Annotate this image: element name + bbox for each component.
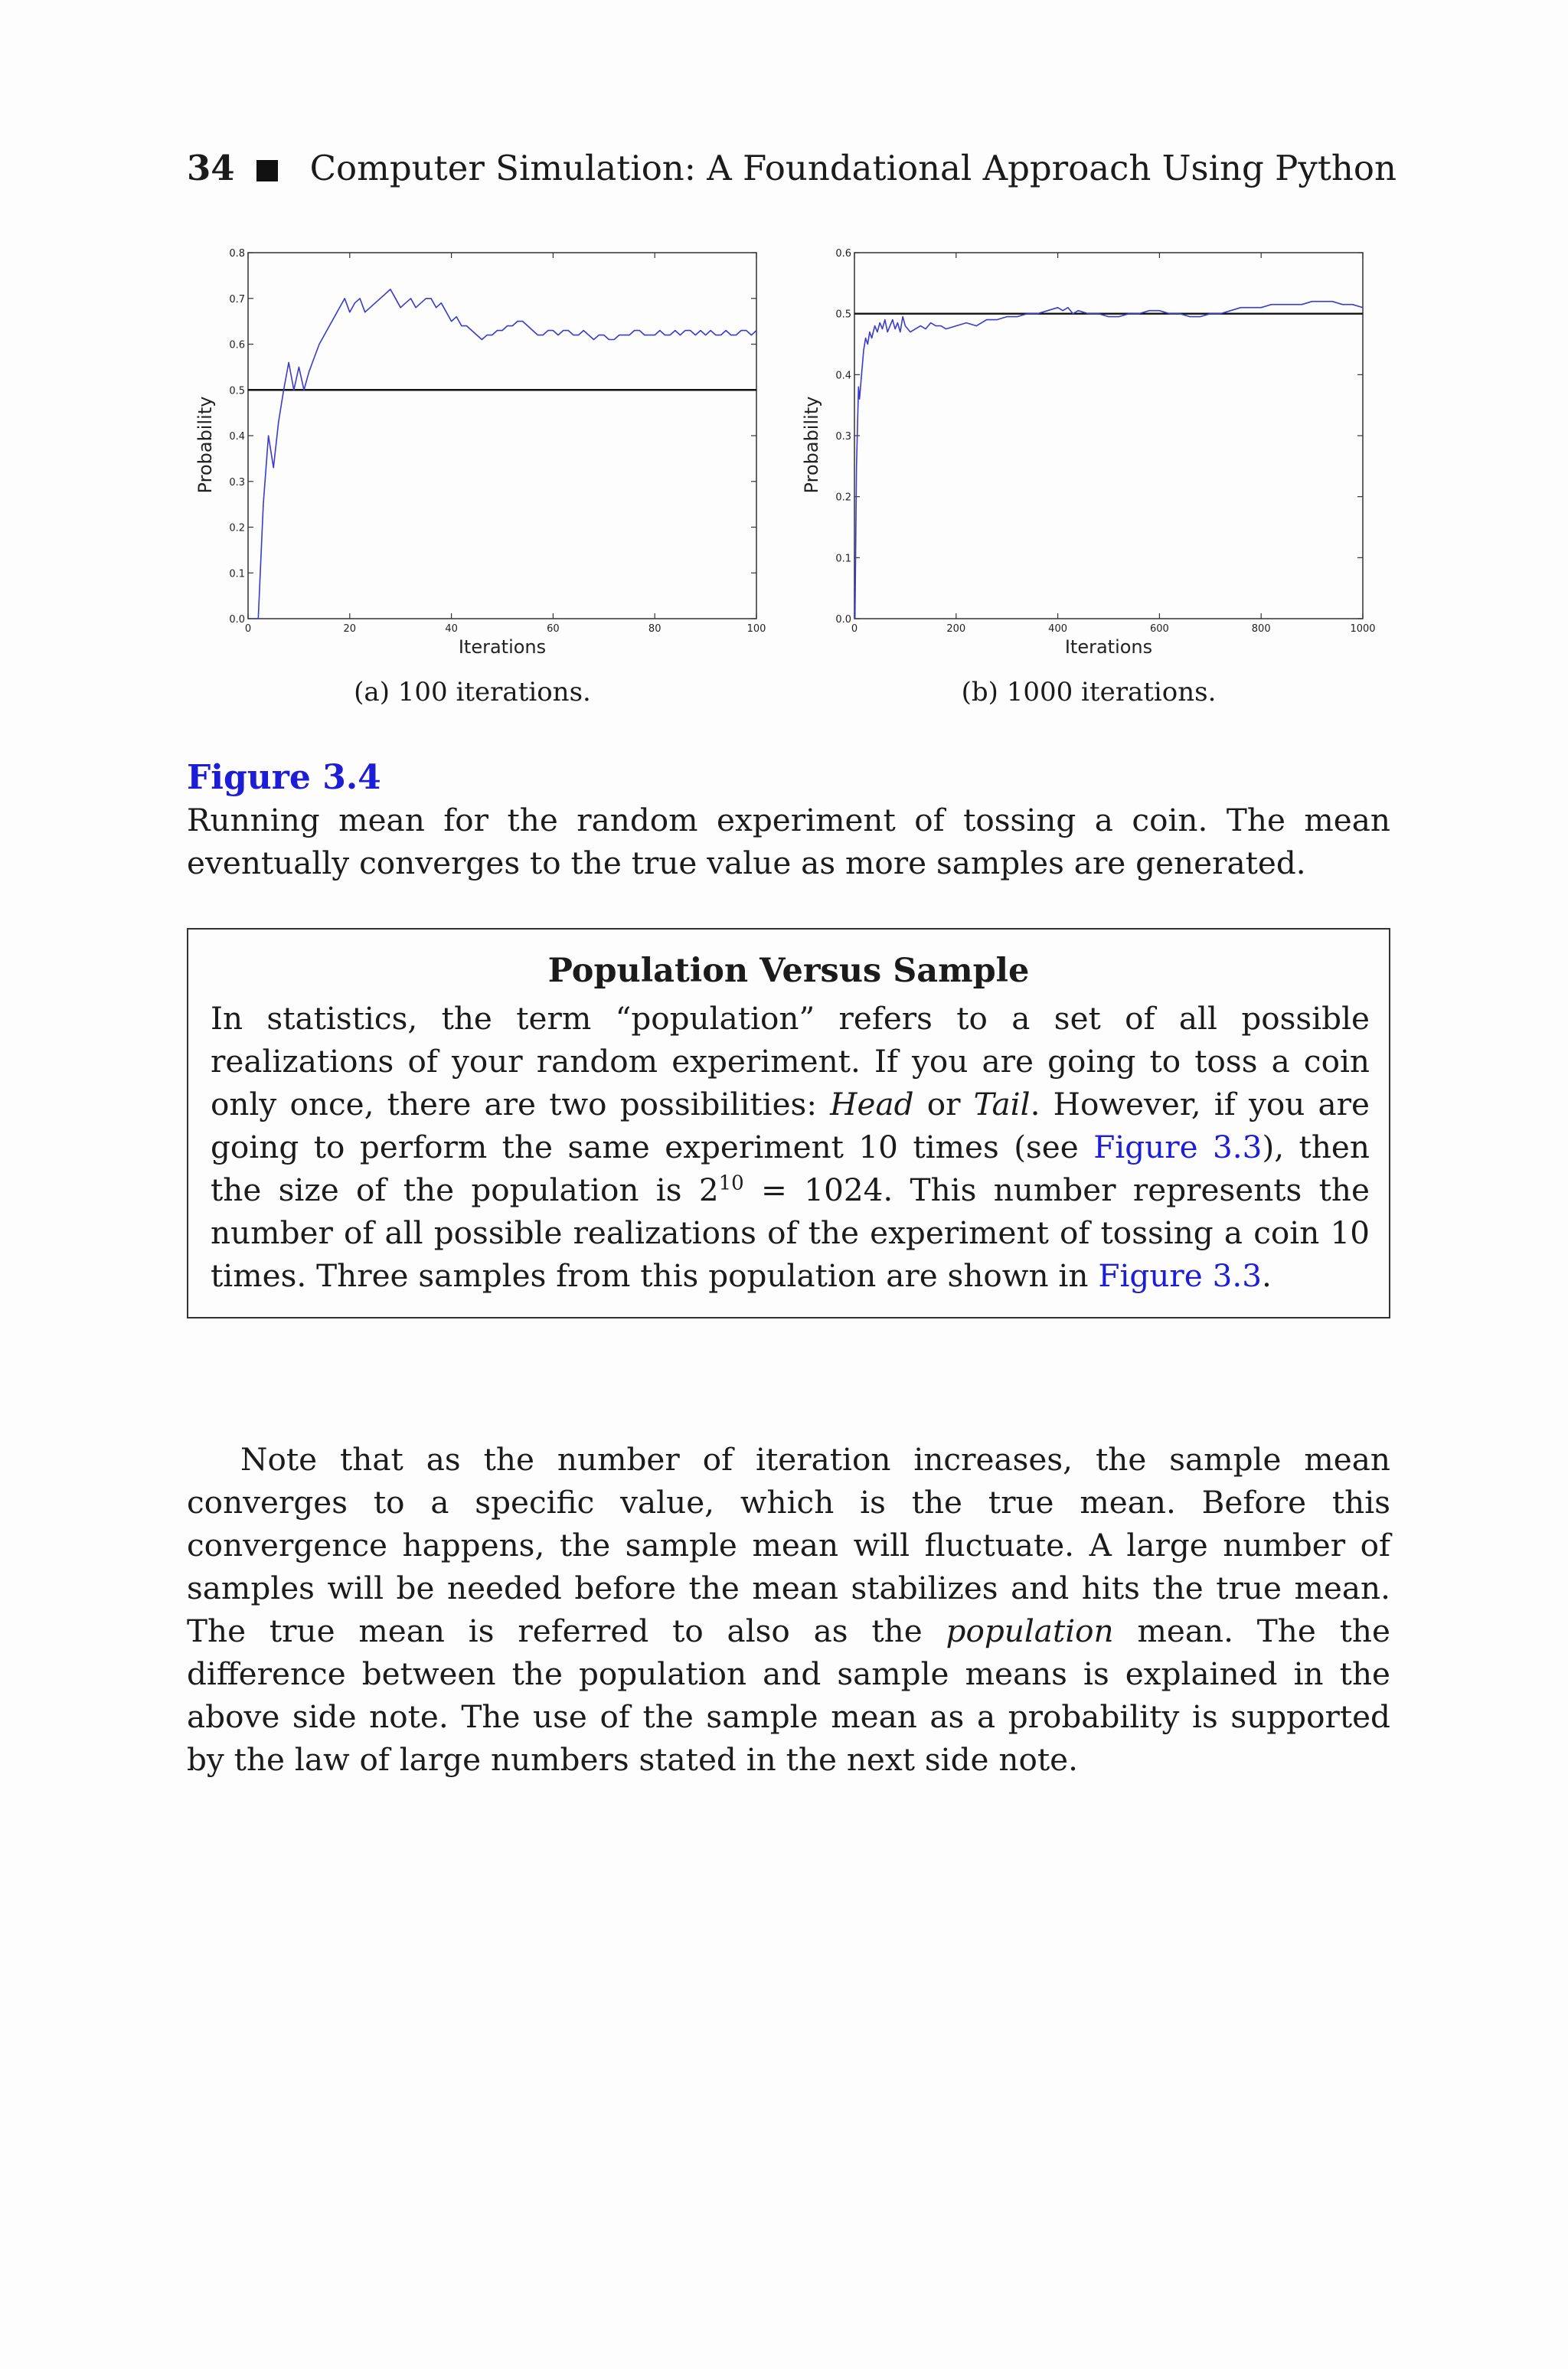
y-tick-label: 0.3: [229, 476, 245, 489]
y-tick-label: 0.1: [835, 553, 851, 565]
square-separator-icon: [256, 160, 278, 181]
y-tick-label: 0.5: [229, 385, 245, 397]
x-tick-label: 60: [547, 623, 560, 635]
chart-running-mean-1000: [790, 237, 1395, 666]
x-tick-label: 0: [851, 623, 858, 635]
x-tick-label: 100: [746, 623, 766, 635]
y-tick-label: 0.4: [835, 370, 851, 382]
x-axis-label: Iterations: [458, 636, 547, 658]
x-tick-label: 600: [1149, 623, 1169, 635]
book-title: Computer Simulation: A Foundational Approach Using Python: [309, 148, 1396, 188]
subcaption-b: (b) 1000 iterations.: [961, 677, 1217, 707]
y-tick-label: 0.3: [835, 431, 851, 443]
figure-caption: Running mean for the random experiment of tossing a coin. The mean eventually converges to the true value as more samples are generated.: [187, 802, 1390, 881]
running-header: [187, 144, 1396, 193]
x-tick-label: 200: [946, 623, 966, 635]
x-tick-label: 80: [648, 623, 662, 635]
sidenote-title: Population Versus Sample: [547, 952, 1030, 990]
y-tick-label: 0.6: [835, 248, 851, 260]
x-tick-label: 40: [445, 623, 458, 635]
sidenote-box: [187, 928, 1390, 1318]
y-tick-label: 0.0: [835, 614, 851, 626]
y-tick-label: 0.2: [835, 492, 851, 504]
y-tick-label: 0.7: [229, 293, 245, 306]
x-tick-label: 20: [343, 623, 357, 635]
y-tick-label: 0.5: [835, 309, 851, 321]
x-tick-label: 800: [1251, 623, 1271, 635]
figure-3-3-link-2[interactable]: Figure 3.3: [1098, 1257, 1263, 1294]
running-mean-series: [855, 302, 1363, 619]
running-mean-series: [253, 289, 756, 619]
tail-term: Tail: [973, 1086, 1031, 1122]
y-tick-label: 0.1: [229, 568, 245, 580]
y-tick-label: 0.8: [229, 248, 245, 260]
plot-frame: [248, 253, 756, 619]
sidenote-text: In statistics, the term “population” refers to a set of all possible realizations of your random experiment. If you are going to toss a coin only once, there are two possibilities: Head or Tail. However, if you are going to perform the same experiment 10 times (see Figure 3.3), then the size of the population is $2^{10} = 1024$. This number represents the number of all possible realizations of the experiment of tossing a coin 10 times. Three samples from this population are shown in Figure 3.3.: [211, 1000, 1370, 1294]
y-tick-label: 0.6: [229, 339, 245, 351]
y-tick-label: 0.0: [229, 614, 245, 626]
figure-3-3-link[interactable]: Figure 3.3: [1093, 1129, 1263, 1165]
chart-running-mean-100: [184, 237, 789, 666]
y-tick-label: 0.2: [229, 522, 245, 534]
x-tick-label: 0: [244, 623, 252, 635]
y-tick-label: 0.4: [229, 431, 245, 443]
subcaption-a: (a) 100 iterations.: [354, 677, 591, 707]
x-tick-label: 1000: [1350, 623, 1376, 635]
x-axis-label: Iterations: [1064, 636, 1153, 658]
page-number: 34: [187, 148, 235, 188]
y-axis-label: Probability: [801, 396, 822, 494]
body-paragraph: Note that as the number of iteration increases, the sample mean converges to a specific value, which is the true mean. Before this convergence happens, the sample mean will fluctuate. A large number of samples will be needed before the mean stabilizes and hits the true mean. The true mean is referred to also as the population mean. The the difference between the population and sample means is explained in the above side note. The use of the sample mean as a probability is supported by the law of large numbers stated in the next side note.: [187, 1441, 1390, 1778]
figure-label: Figure 3.4: [187, 758, 381, 797]
y-axis-label: Probability: [194, 396, 216, 494]
population-term: population: [946, 1613, 1114, 1649]
head-term: Head: [830, 1086, 914, 1122]
x-tick-label: 400: [1048, 623, 1068, 635]
plot-frame: [854, 253, 1363, 619]
